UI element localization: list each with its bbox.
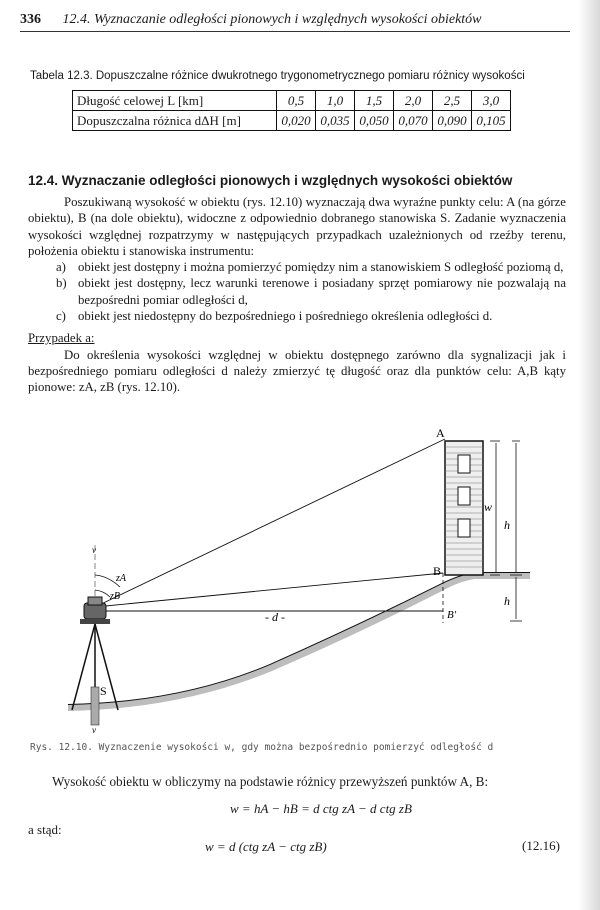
page-number: 336 <box>20 12 41 27</box>
table-cell: 0,105 <box>472 111 511 131</box>
table-cell: 1,0 <box>316 91 355 111</box>
table-row-label: Dopuszczalna różnica dΔH [m] <box>73 111 277 131</box>
table-cell: 3,0 <box>472 91 511 111</box>
label-h-upper: h <box>504 518 510 532</box>
label-v-top: v <box>92 545 96 555</box>
closing-sentence: Wysokość obiektu w obliczymy na podstawie różnicy przewyższeń punktów A, B: <box>52 774 489 789</box>
table-cell: 0,020 <box>277 111 316 131</box>
conditions-list <box>28 259 566 324</box>
running-title: 12.4. Wyznaczanie odległości pionowych i względnych wysokości obiektów <box>62 12 482 27</box>
table-cell: 0,090 <box>433 111 472 131</box>
list-item <box>28 308 566 324</box>
a-stad-label: a stąd: <box>28 822 62 837</box>
label-zA: zA <box>116 573 126 584</box>
table-cell: 0,5 <box>277 91 316 111</box>
figure-12-10 <box>60 425 540 735</box>
terrain-line <box>68 573 530 705</box>
list-marker: a) <box>56 260 66 275</box>
list-item-text: obiekt jest dostępny i można pomierzyć pomiędzy nim a stanowiskiem S odległość poziomą d, <box>78 260 564 275</box>
table-cell: 2,5 <box>433 91 472 111</box>
table-cell: 0,070 <box>394 111 433 131</box>
table-row <box>73 91 511 111</box>
label-zB: zB <box>110 591 120 602</box>
sight-line-A <box>95 439 445 607</box>
angle-arc-zB <box>95 590 110 597</box>
label-h-lower: h <box>504 594 510 608</box>
section-body <box>28 194 566 396</box>
table-caption: Tabela 12.3. Dopuszczalne różnice dwukrotnego trygonometrycznego pomiaru różnicy wysokości <box>30 70 525 82</box>
label-S: S <box>100 684 107 698</box>
section-heading: 12.4. Wyznaczanie odległości pionowych i względnych wysokości obiektów <box>28 173 513 188</box>
page-edge-shadow <box>578 0 600 910</box>
label-w: w <box>484 500 493 514</box>
list-item-text: obiekt jest dostępny, lecz warunki terenowe i posiadany sprzęt pomiarowy nie pozwalają na bezpośredni pomiar odległości d, <box>78 276 566 307</box>
tolerance-table <box>72 90 511 131</box>
case-label: Przypadek a: <box>28 331 95 346</box>
table-cell: 0,035 <box>316 111 355 131</box>
terrain-hatch <box>68 573 530 711</box>
label-B-prime: B' <box>447 609 457 621</box>
label-B: B <box>433 564 442 578</box>
label-A: A <box>436 426 445 440</box>
equation-2: w = d (ctg zA − ctg zB) <box>205 839 327 854</box>
list-item <box>28 259 566 275</box>
sight-line-B <box>95 573 443 607</box>
table-cell: 0,050 <box>355 111 394 131</box>
list-item-text: obiekt jest niedostępny do bezpośredniego i pośredniego określenia odległości d. <box>78 309 493 324</box>
table-row <box>73 111 511 131</box>
table-row-label: Długość celowej L [km] <box>73 91 277 111</box>
equation-number: (12.16) <box>522 838 560 853</box>
running-header <box>20 12 570 32</box>
table-cell: 1,5 <box>355 91 394 111</box>
label-v-bottom: v <box>92 725 96 735</box>
figure-caption: Rys. 12.10. Wyznaczenie wysokości w, gdy można bezpośrednio pomierzyć odległość d <box>30 742 494 753</box>
case-paragraph: Do określenia wysokości względnej w obiektu dostępnego zarówno dla sygnalizacji jak i bezpośredniego pomiaru odległości d należy zmierzyć tę długość oraz dla punktów celu: A,B kąty pionowe: zA, zB (rys. 12.10). <box>28 347 566 395</box>
list-marker: b) <box>56 276 67 291</box>
equation-1: w = hA − hB = d ctg zA − d ctg zB <box>230 801 412 816</box>
building <box>445 441 483 575</box>
intro-paragraph: Poszukiwaną wysokość w obiektu (rys. 12.10) wyznaczają dwa wyraźne punkty celu: A (na górze obiektu), B (na dole obiektu), widoczne z odpowiednio dobranego stanowiska S. Zadanie wyznaczenia wysokości względnej rozpatrzymy w następujących przypadkach uzależnionych od rzeźby terenu, położenia obiektu i stanowiska instrumentu: <box>28 195 566 258</box>
table-cell: 2,0 <box>394 91 433 111</box>
list-item <box>28 275 566 308</box>
list-marker: c) <box>56 309 66 324</box>
label-d: - d - <box>265 610 285 624</box>
